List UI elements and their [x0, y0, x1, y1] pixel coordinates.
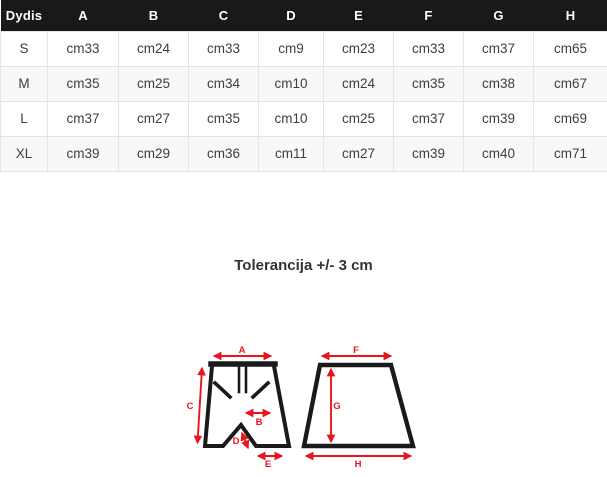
column-header-b: B: [119, 0, 189, 31]
size-label: XL: [1, 136, 48, 171]
table-row-m: [1, 66, 607, 101]
measurement-cell: cm11: [259, 136, 324, 171]
measurement-cell: cm71: [534, 136, 607, 171]
measurement-cell: cm36: [189, 136, 259, 171]
measurement-cell: cm39: [48, 136, 119, 171]
measurement-cell: cm35: [394, 66, 464, 101]
measurement-cell: cm37: [48, 101, 119, 136]
trapezoid-outline-drawing: [304, 365, 413, 446]
measure-label-c: C: [186, 400, 193, 412]
measurement-cell: cm69: [534, 101, 607, 136]
measurement-cell: cm10: [259, 66, 324, 101]
measurement-cell: cm38: [464, 66, 534, 101]
measurement-cell: cm33: [394, 31, 464, 66]
size-label: L: [1, 101, 48, 136]
measurement-cell: cm25: [119, 66, 189, 101]
column-header-f: F: [394, 0, 464, 31]
measurement-cell: cm27: [324, 136, 394, 171]
trapezoid-measure-arrows: [306, 356, 411, 456]
measurement-cell: cm25: [324, 101, 394, 136]
shorts-measurement-diagram-image: [186, 343, 436, 477]
column-header-e: E: [324, 0, 394, 31]
measurement-cell: cm33: [189, 31, 259, 66]
measurement-cell: cm39: [464, 101, 534, 136]
measure-label-h: H: [354, 458, 361, 470]
measurement-cell: cm33: [48, 31, 119, 66]
column-header-c: C: [189, 0, 259, 31]
size-table: [0, 0, 607, 172]
size-label: M: [1, 66, 48, 101]
measurement-cell: cm24: [324, 66, 394, 101]
measure-label-d: D: [232, 435, 239, 447]
column-header-a: A: [48, 0, 119, 31]
measurement-cell: cm35: [48, 66, 119, 101]
measurement-cell: cm9: [259, 31, 324, 66]
shorts-outline-drawing: [205, 364, 289, 446]
column-header-d: D: [259, 0, 324, 31]
measurement-cell: cm24: [119, 31, 189, 66]
measurement-cell: cm23: [324, 31, 394, 66]
tolerance-note: Tolerancija +/- 3 cm: [234, 256, 373, 274]
measure-label-e: E: [264, 458, 271, 470]
column-header-g: G: [464, 0, 534, 31]
measurement-cell: cm67: [534, 66, 607, 101]
measure-label-b: B: [255, 416, 262, 428]
measure-label-a: A: [238, 344, 245, 356]
table-row-s: [1, 31, 607, 66]
measurement-cell: cm27: [119, 101, 189, 136]
measurement-cell: cm29: [119, 136, 189, 171]
size-label: S: [1, 31, 48, 66]
measurement-cell: cm40: [464, 136, 534, 171]
measure-label-g: G: [332, 400, 341, 412]
measurement-cell: cm39: [394, 136, 464, 171]
measurement-diagram: [0, 343, 607, 477]
measurement-cell: cm65: [534, 31, 607, 66]
measurement-cell: cm10: [259, 101, 324, 136]
table-row-xl: [1, 136, 607, 171]
table-header-row: [1, 0, 607, 31]
measurement-cell: cm34: [189, 66, 259, 101]
measurement-cell: cm37: [464, 31, 534, 66]
measurement-cell: cm35: [189, 101, 259, 136]
measure-label-f: F: [352, 344, 359, 356]
measurement-cell: cm37: [394, 101, 464, 136]
column-header-dydis: Dydis: [1, 0, 48, 31]
column-header-h: H: [534, 0, 607, 31]
table-row-l: [1, 101, 607, 136]
